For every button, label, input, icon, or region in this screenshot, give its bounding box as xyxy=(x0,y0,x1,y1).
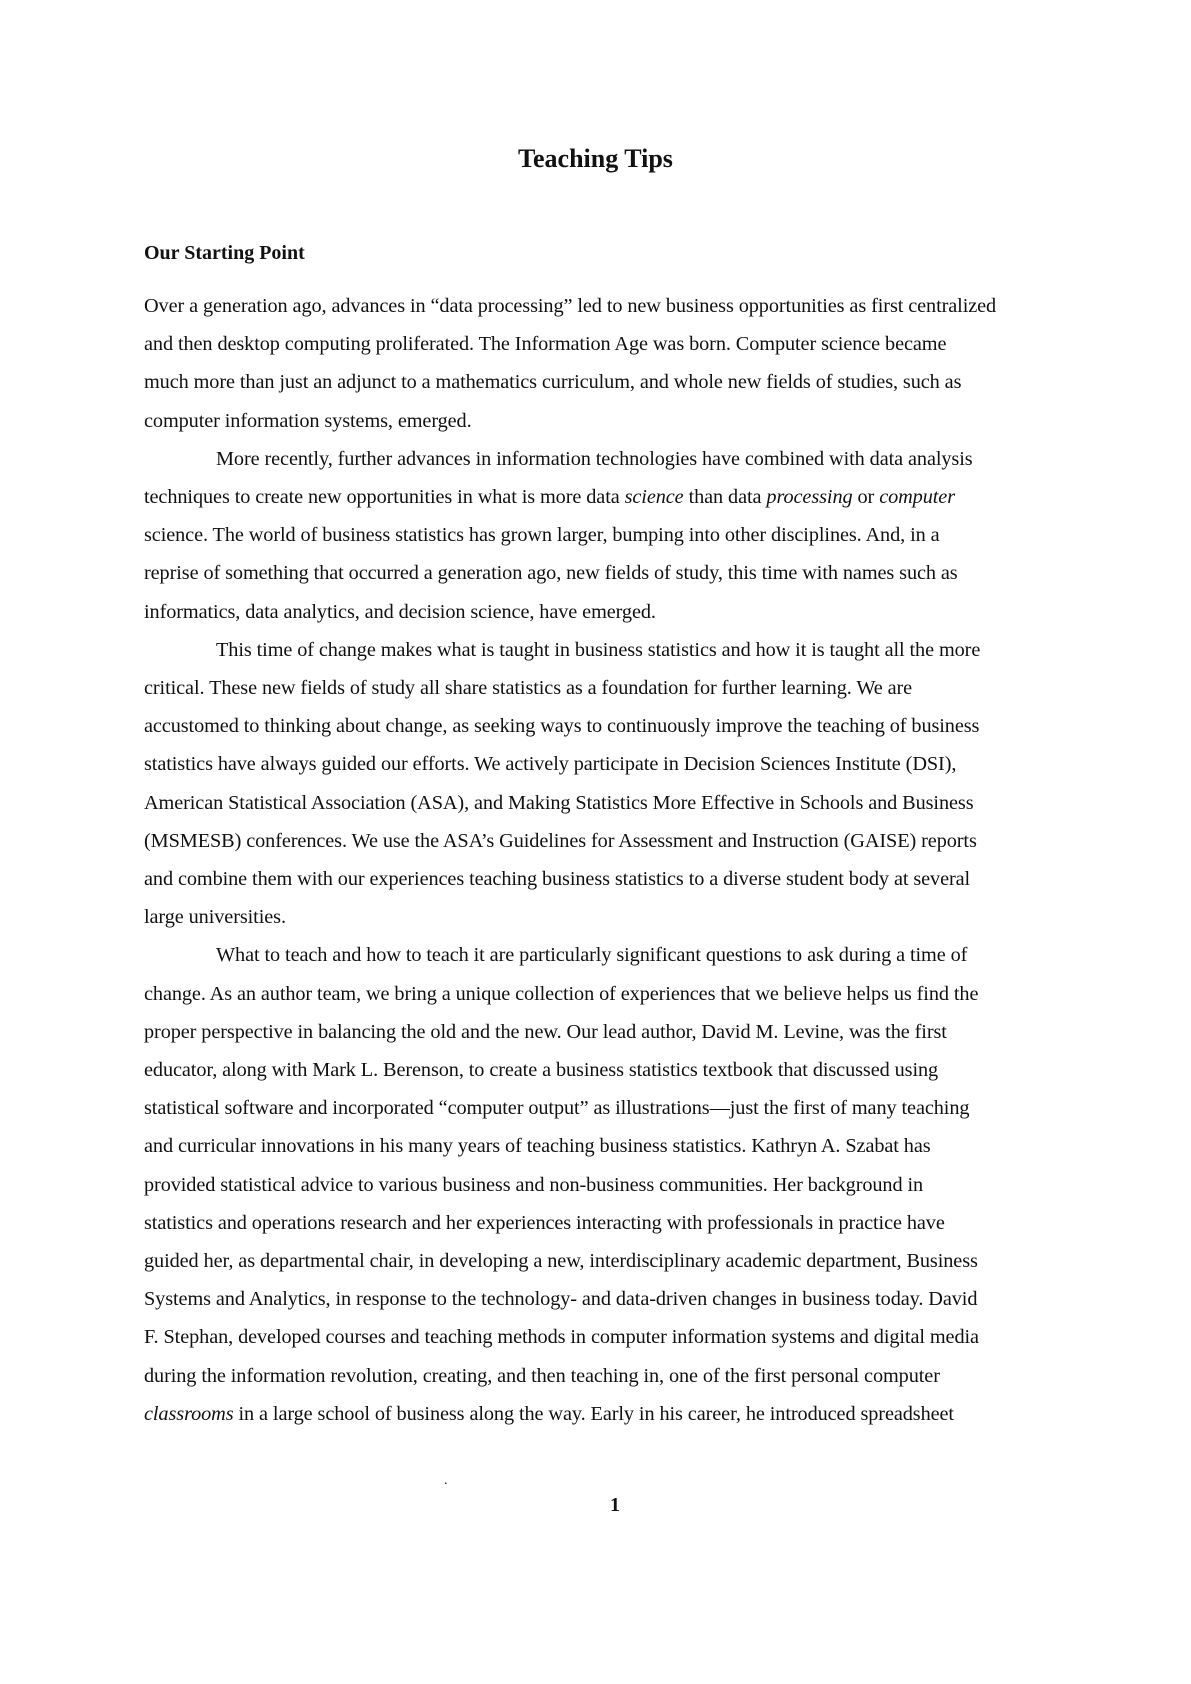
paragraph xyxy=(144,631,1082,937)
text-run: statistics and operations research and her experiences interacting with professionals in practice have xyxy=(144,1211,945,1234)
text-run: large universities. xyxy=(144,906,286,929)
text-run: and then desktop computing proliferated. The Information Age was born. Computer science became xyxy=(144,333,947,356)
text-run: critical. These new fields of study all share statistics as a foundation for further learning. We are xyxy=(144,677,913,700)
text-run: Systems and Analytics, in response to the technology- and data-driven changes in business today. David xyxy=(144,1288,978,1311)
italic-text: processing xyxy=(766,486,853,509)
text-line xyxy=(144,1395,1082,1433)
text-line xyxy=(144,1013,1082,1051)
text-line xyxy=(144,440,1082,478)
text-line xyxy=(144,1357,1082,1395)
text-run: change. As an author team, we bring a unique collection of experiences that we believe helps us find the xyxy=(144,982,979,1005)
text-run: More recently, further advances in information technologies have combined with data analysis xyxy=(216,447,973,470)
text-run: American Statistical Association (ASA), and Making Statistics More Effective in Schools and Business xyxy=(144,791,974,814)
text-run: and combine them with our experiences teaching business statistics to a diverse student body at several xyxy=(144,868,971,891)
text-line xyxy=(144,745,1082,783)
text-run: Over a generation ago, advances in “data processing” led to new business opportunities as first centralized xyxy=(144,295,997,317)
text-run: than data xyxy=(683,486,767,509)
italic-text: classrooms xyxy=(144,1402,234,1425)
text-run: reprise of something that occurred a generation ago, new fields of study, this time with names such as xyxy=(144,562,958,585)
text-line xyxy=(144,478,1082,516)
text-line xyxy=(144,1280,1082,1318)
text-run: informatics, data analytics, and decision science, have emerged. xyxy=(144,600,656,623)
text-line xyxy=(144,860,1082,898)
text-run: techniques to create new opportunities in what is more data xyxy=(144,486,625,509)
text-run: statistics have always guided our efforts. We actively participate in Decision Sciences Institute (DSI), xyxy=(144,753,957,776)
text-run: proper perspective in balancing the old and the new. Our lead author, David M. Levine, was the first xyxy=(144,1020,947,1043)
paragraph xyxy=(144,936,1082,1433)
text-line xyxy=(144,784,1082,822)
text-line xyxy=(144,631,1082,669)
text-run: and curricular innovations in his many years of teaching business statistics. Kathryn A. Szabat has xyxy=(144,1135,931,1158)
page-title: Teaching Tips xyxy=(518,144,673,173)
text-line xyxy=(144,593,1082,631)
text-line xyxy=(144,1127,1082,1165)
text-run: much more than just an adjunct to a mathematics curriculum, and whole new fields of studies, such as xyxy=(144,371,962,394)
text-line xyxy=(144,936,1082,974)
text-run: F. Stephan, developed courses and teaching methods in computer information systems and digital media xyxy=(144,1326,979,1349)
text-run: during the information revolution, creating, and then teaching in, one of the first personal computer xyxy=(144,1364,940,1387)
text-line xyxy=(144,975,1082,1013)
text-line xyxy=(144,554,1082,592)
section-heading: Our Starting Point xyxy=(144,242,305,264)
italic-text: computer xyxy=(879,486,955,509)
text-line xyxy=(144,1051,1082,1089)
text-line xyxy=(144,363,1082,401)
text-line xyxy=(144,1204,1082,1242)
text-run: provided statistical advice to various business and non-business communities. Her background in xyxy=(144,1173,924,1196)
text-line xyxy=(144,822,1082,860)
text-line xyxy=(144,1242,1082,1280)
stray-mark: . xyxy=(444,1473,448,1488)
text-run: or xyxy=(852,486,880,509)
text-run: guided her, as departmental chair, in developing a new, interdisciplinary academic department, Business xyxy=(144,1250,978,1273)
italic-text: science xyxy=(624,486,684,509)
text-run: This time of change makes what is taught in business statistics and how it is taught all the more xyxy=(216,638,981,661)
text-run: accustomed to thinking about change, as seeking ways to continuously improve the teaching of business xyxy=(144,715,980,738)
text-line xyxy=(144,669,1082,707)
text-run: (MSMESB) conferences. We use the ASA’s Guidelines for Assessment and Instruction (GAISE) reports xyxy=(144,829,977,852)
text-run: What to teach and how to teach it are particularly significant questions to ask during a time of xyxy=(216,944,968,967)
text-line xyxy=(144,707,1082,745)
text-run: in a large school of business along the way. Early in his career, he introduced spreadsheet xyxy=(233,1402,954,1425)
text-line xyxy=(144,516,1082,554)
text-run: science. The world of business statistics has grown larger, bumping into other disciplines. And, in a xyxy=(144,524,940,547)
page-number: 1 xyxy=(610,1494,620,1516)
text-line xyxy=(144,1089,1082,1127)
paragraph xyxy=(144,287,1082,440)
text-line xyxy=(144,402,1082,440)
text-run: computer information systems, emerged. xyxy=(144,409,472,432)
text-run: statistical software and incorporated “computer output” as illustrations—just the first of many teaching xyxy=(144,1097,970,1120)
text-line xyxy=(144,325,1082,363)
body-text xyxy=(144,287,1082,1433)
text-line xyxy=(144,1318,1082,1356)
text-run: educator, along with Mark L. Berenson, to create a business statistics textbook that discussed using xyxy=(144,1059,939,1082)
paragraph xyxy=(144,440,1082,631)
text-line xyxy=(144,287,1082,325)
text-line xyxy=(144,1166,1082,1204)
text-line xyxy=(144,898,1082,936)
